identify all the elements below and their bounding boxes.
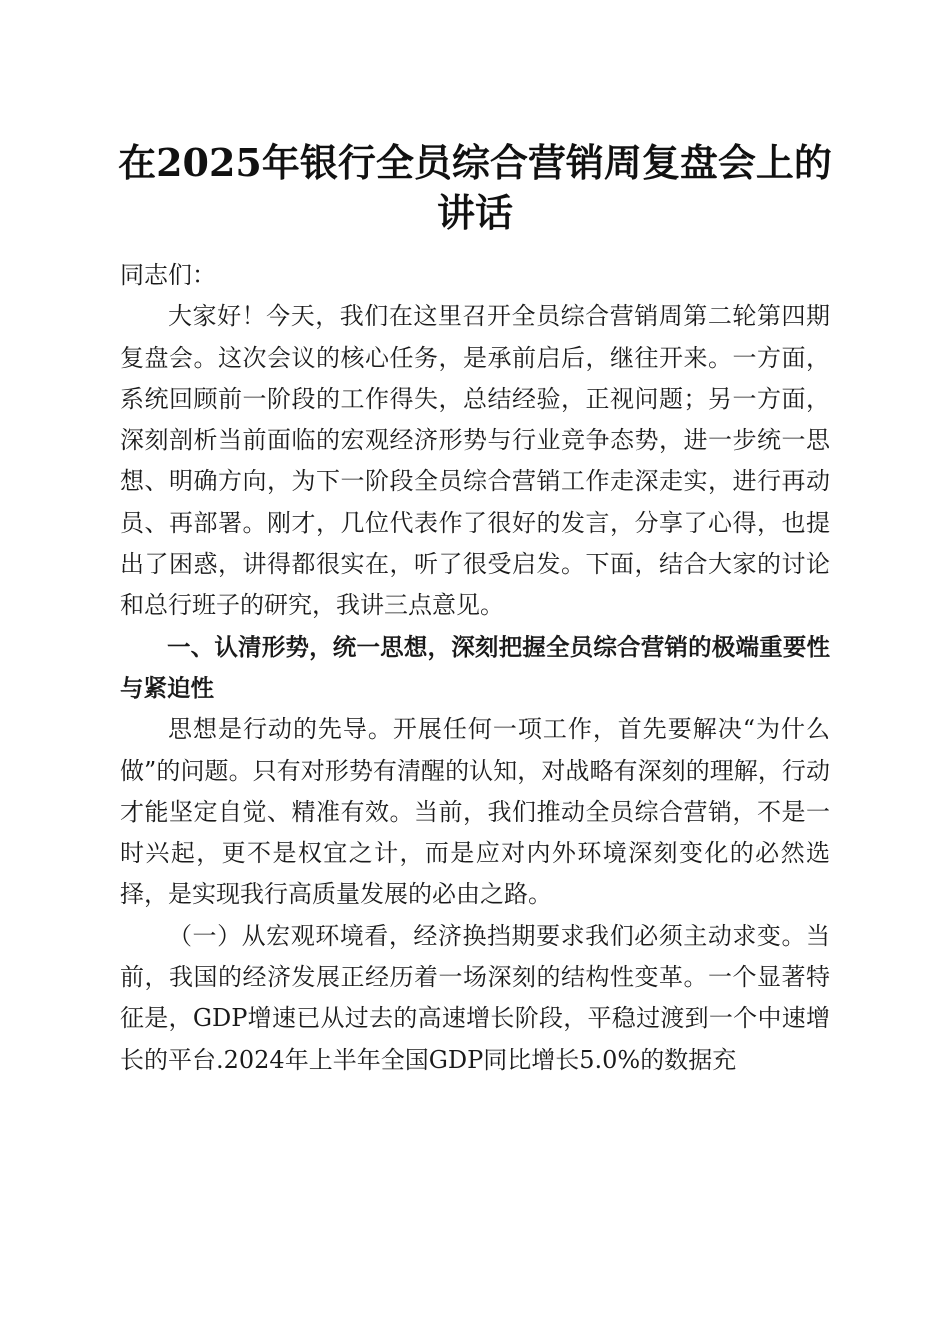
salutation: 同志们： xyxy=(120,261,216,289)
document-title: 在2025年银行全员综合营销周复盘会上的讲话 xyxy=(118,140,832,235)
intro-paragraph: 大家好！今天，我们在这里召开全员综合营销周第二轮第四期复盘会。这次会议的核心任务，是承前启后，继往开来。一方面，系统回顾前一阶段的工作得失，总结经验，正视问题；另一方面，深刻剖析当前面临的宏观经济形势与行业竞争态势，进一步统一思想、明确方向，为下一阶段全员综合营销工作走深走实，进行再动员、再部署。刚才，几位代表作了很好的发言，分享了心得，也提出了困惑，讲得都很实在，听了很受启发。下面，结合大家的讨论和总行班子的研究，我讲三点意见。 xyxy=(120,302,830,620)
section-heading-1: 一、认清形势，统一思想，深刻把握全员综合营销的极端重要性与紧迫性 xyxy=(120,632,830,702)
point-1-paragraph: （一）从宏观环境看，经济换挡期要求我们必须主动求变。当前，我国的经济发展正经历着一场深刻的结构性变革。一个显著特征是，GDP增速已从过去的高速增长阶段，平稳过渡到一个中速增长的平台.2024年上半年全国GDP同比增长5.0%的数据充 xyxy=(120,921,830,1074)
document-body xyxy=(120,255,830,1081)
section-1-paragraph: 思想是行动的先导。开展任何一项工作，首先要解决“为什么做”的问题。只有对形势有清醒的认知，对战略有深刻的理解，行动才能坚定自觉、精准有效。当前，我们推动全员综合营销，不是一时兴起，更不是权宜之计，而是应对内外环境深刻变化的必然选择，是实现我行高质量发展的必由之路。 xyxy=(120,715,830,909)
